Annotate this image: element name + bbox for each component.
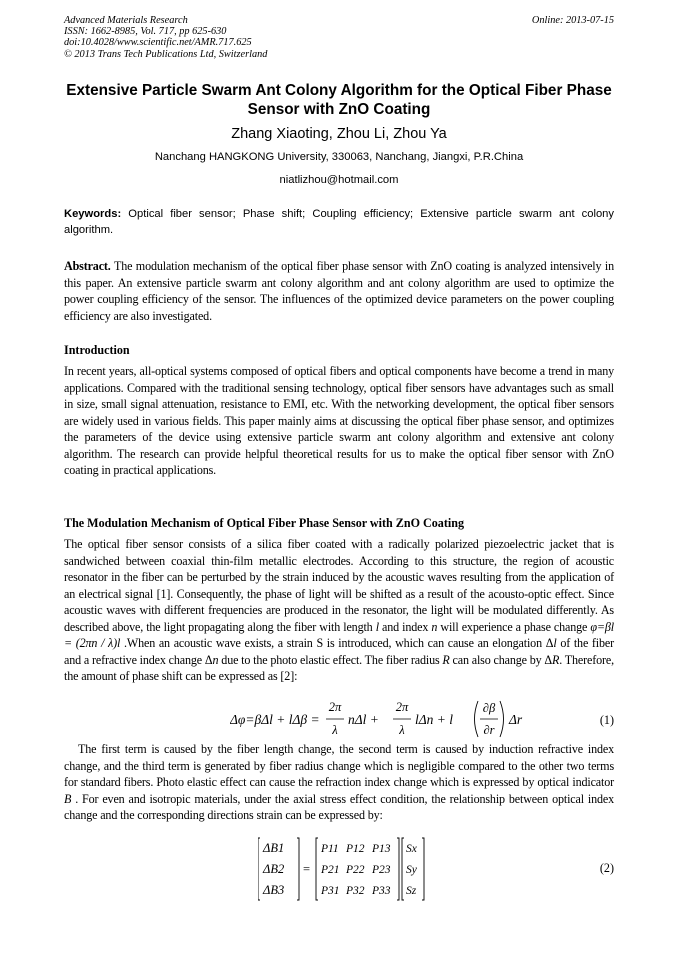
eq2-sz: Sz [406, 885, 417, 897]
eq1-tail: Δr [509, 712, 523, 727]
issn-line: ISSN: 1662-8985, Vol. 717, pp 625-630 [64, 26, 227, 38]
eq2-m33: P33 [372, 885, 391, 897]
eq1-frac1-den: λ [332, 723, 338, 737]
journal-name: Advanced Materials Research [64, 15, 188, 26]
contact-email: niatlizhou@hotmail.com [279, 174, 399, 186]
keywords-label: Keywords: [64, 208, 122, 220]
eq2-m32: P32 [346, 885, 365, 897]
copyright-line: © 2013 Trans Tech Publications Ltd, Switzerland [64, 48, 268, 60]
eq2-m23: P23 [372, 864, 391, 876]
eq1-frac3-den: ∂r [483, 723, 495, 737]
abstract-label: Abstract. [64, 259, 111, 273]
eq1-mid2: lΔn + l [415, 712, 454, 727]
modulation-paragraph: The optical fiber sensor consists of a silica fiber coated with a radically polarized piezoelectric jacket that is sandwiched between coaxial thin-film metallic electrodes. According to this structure, the region of acoustic resonator in the fiber can be perturbed by the strain induced by the acoustic waves resulting from the application of an electrical signal [1]. Consequently, the phase of light will be shifted as a result of the acousto-optic effect. Since acoustic waves with different frequencies are produced in the resonator, the light will be modulated differently. As described above, the light propagating along the fiber with length l and index n will experience a phase change φ=βl = (2πn / λ)l .When an acoustic wave exists, a strain S is introduced, which can cause an elongation Δl of the fiber and a refractive index change Δn due to the photo elastic effect. The fiber radius R can also change by ΔR. Therefore, the amount of phase shift can be expressed as [2]: [64, 537, 614, 683]
journal-header [64, 15, 267, 60]
eq2-lhs-2: ΔB2 [263, 862, 285, 876]
eq2-m31: P31 [321, 885, 340, 897]
eq2-sx: Sx [406, 843, 417, 855]
keywords [64, 207, 614, 238]
equation-1 [230, 697, 560, 741]
modulation-heading: The Modulation Mechanism of Optical Fiber Phase Sensor with ZnO Coating [64, 516, 465, 530]
paper-title: Extensive Particle Swarm Ant Colony Algorithm for the Optical Fiber Phase Sensor with ZnO Coating [66, 82, 612, 118]
equation-1-number: (1) [599, 713, 614, 727]
abstract-text: The modulation mechanism of the optical fiber phase sensor with ZnO coating is analyzed intensively in this paper. An extensive particle swarm ant colony algorithm and ant colony algorithm are used to optimize the power coupling efficiency of the sensor. The influences of the optimized device parameters on the power coupling efficiency are also investigated. [64, 259, 615, 323]
eq1-frac2-num: 2π [395, 700, 409, 714]
eq2-m22: P22 [346, 864, 365, 876]
doi-line: doi:10.4028/www.scientific.net/AMR.717.625 [64, 37, 252, 49]
equation-2-number: (2) [599, 861, 614, 875]
inline-phase-equation: φ=βl = (2πn / λ)l [64, 619, 614, 650]
introduction-heading: Introduction [64, 343, 130, 357]
eq1-mid1: nΔl + [348, 712, 379, 727]
equation-2 [258, 836, 428, 902]
eq1-frac1-num: 2π [328, 700, 342, 714]
eq2-m21: P21 [321, 864, 340, 876]
eq2-m11: P11 [321, 843, 339, 855]
strain-paragraph: The first term is caused by the fiber length change, the second term is caused by induction refractive index change, and the third term is generated by fiber radius change which is negligible compared to the other two terms for standard fibers. Photo elastic effect can cause the refraction index change which is expressed by optical indicator B . For even and isotropic materials, under the axial stress effect condition, the relationship between optical index change and the corresponding directions strain can be expressed by: [64, 742, 614, 822]
abstract [64, 258, 614, 324]
eq1-lhs: Δφ=βΔl + lΔβ = [230, 712, 320, 727]
keywords-text: Optical fiber sensor; Phase shift; Coupling efficiency; Extensive particle swarm ant colony algorithm. [64, 208, 615, 236]
eq2-sy: Sy [406, 864, 417, 876]
eq1-frac2-den: λ [399, 723, 405, 737]
eq2-m13: P13 [372, 843, 391, 855]
online-date: Online: 2013-07-15 [531, 15, 614, 26]
eq2-lhs-3: ΔB3 [263, 883, 285, 897]
eq2-lhs-1: ΔB1 [263, 841, 285, 855]
eq1-frac3-num: ∂β [482, 701, 496, 715]
introduction-text: In recent years, all-optical systems composed of optical fibers and optical components have become a trend in many applications. Compared with the traditional sensing technology, optical fiber sensors have advantages such as small in size, small signal attenuation, resistance to EMI, etc. With the networking development, the optical fiber sensors are widely used in various fields. This paper mainly aims at discussing the optical fiber phase sensor, and optimizes the parameters of the device using extensive particle swarm ant colony algorithm and extensive ant colony algorithm. The research can provide helpful theoretical results for us to make the optical fiber sensor with ZnO coating in practical applications. [64, 364, 614, 477]
paper-authors: Zhang Xiaoting, Zhou Li, Zhou Ya [231, 126, 447, 142]
affiliation: Nanchang HANGKONG University, 330063, Nanchang, Jiangxi, P.R.China [154, 151, 524, 163]
eq2-equals: = [303, 862, 311, 876]
eq2-m12: P12 [346, 843, 365, 855]
